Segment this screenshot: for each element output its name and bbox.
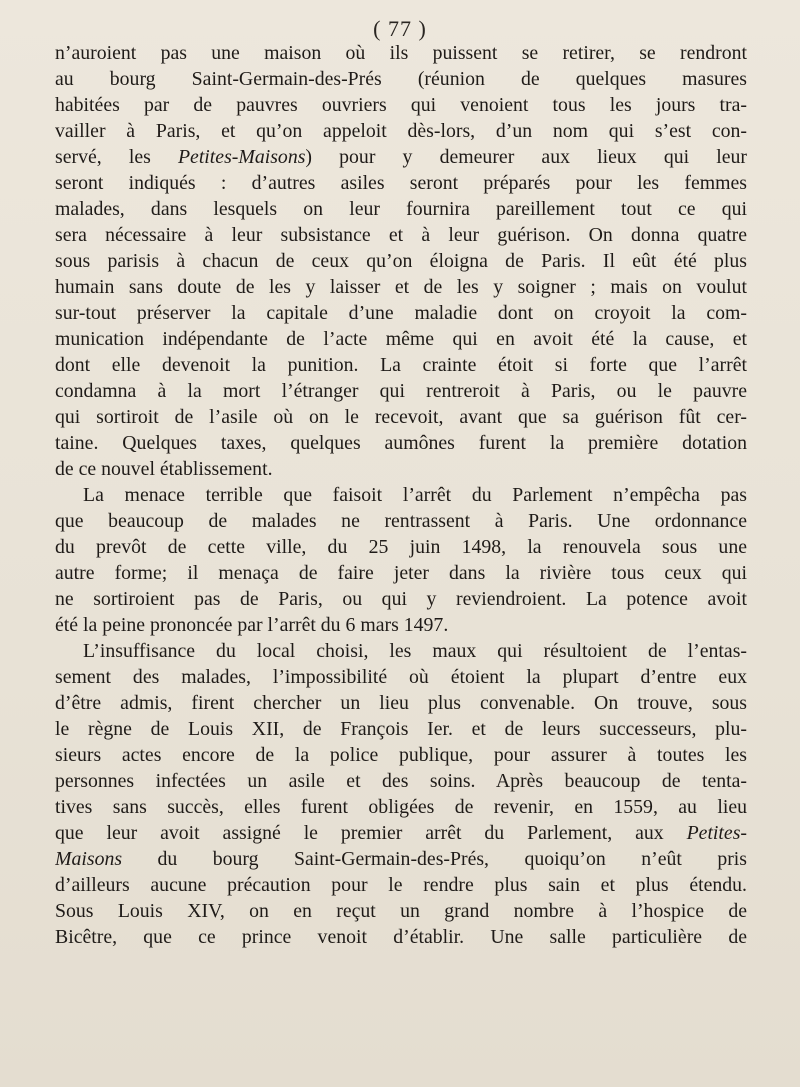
text-line: sieurs actes encore de la police publique, pour assurer à toutes les [55, 744, 747, 766]
text-line: servé, les Petites-Maisons) pour y demeurer aux lieux qui leur [55, 146, 747, 168]
text-line: seront indiqués : d’autres asiles seront préparés pour les femmes [55, 172, 747, 194]
text-line: humain sans doute de les y laisser et de les y soigner ; mais on voulut [55, 276, 747, 298]
text-line: que beaucoup de malades ne rentrassent à Paris. Une ordonnance [55, 510, 747, 532]
text-line: condamna à la mort l’étranger qui rentreroit à Paris, ou le pauvre [55, 380, 747, 402]
text-line: taine. Quelques taxes, quelques aumônes furent la première dotation [55, 432, 747, 454]
text-line: tives sans succès, elles furent obligées de revenir, en 1559, au lieu [55, 796, 747, 818]
text-line: sous parisis à chacun de ceux qu’on éloigna de Paris. Il eût été plus [55, 250, 747, 272]
text-line: Bicêtre, que ce prince venoit d’établir. Une salle particulière de [55, 926, 747, 948]
text-line: du prevôt de cette ville, du 25 juin 1498, la renouvela sous une [55, 536, 747, 558]
text-line: été la peine prononcée par l’arrêt du 6 mars 1497. [55, 614, 449, 636]
text-line: ne sortiroient pas de Paris, ou qui y reviendroient. La potence avoit [55, 588, 747, 610]
text-line: de ce nouvel établissement. [55, 458, 273, 480]
text-line: au bourg Saint-Germain-des-Prés (réunion de quelques masures [55, 68, 747, 90]
text-line: Maisons du bourg Saint-Germain-des-Prés, quoiqu’on n’eût pris [55, 848, 747, 870]
text-line: sera nécessaire à leur subsistance et à leur guérison. On donna quatre [55, 224, 747, 246]
text-line: La menace terrible que faisoit l’arrêt du Parlement n’empêcha pas [83, 484, 747, 506]
text-line: dont elle devenoit la punition. La crainte étoit si forte que l’arrêt [55, 354, 747, 376]
text-line: personnes infectées un asile et des soins. Après beaucoup de tenta- [55, 770, 747, 792]
page-number: ( 77 ) [373, 16, 427, 41]
text-line: autre forme; il menaça de faire jeter dans la rivière tous ceux qui [55, 562, 747, 584]
text-line: malades, dans lesquels on leur fournira pareillement tout ce qui [55, 198, 747, 220]
body-text [55, 40, 747, 950]
text-line: vailler à Paris, et qu’on appeloit dès-lors, d’un nom qui s’est con- [55, 120, 747, 142]
text-line: sement des malades, l’impossibilité où étoient la plupart d’entre eux [55, 666, 747, 688]
text-line: que leur avoit assigné le premier arrêt du Parlement, aux Petites- [55, 822, 747, 844]
text-line: munication indépendante de l’acte même qui en avoit été la cause, et [55, 328, 747, 350]
text-line: qui sortiroit de l’asile où on le recevoit, avant que sa guérison fût cer- [55, 406, 747, 428]
text-line: sur-tout préserver la capitale d’une maladie dont on croyoit la com- [55, 302, 747, 324]
text-line: d’être admis, firent chercher un lieu plus convenable. On trouve, sous [55, 692, 747, 714]
text-line: Sous Louis XIV, on en reçut un grand nombre à l’hospice de [55, 900, 747, 922]
text-line: habitées par de pauvres ouvriers qui venoient tous les jours tra- [55, 94, 747, 116]
text-line: n’auroient pas une maison où ils puissent se retirer, se rendront [55, 42, 747, 64]
text-line: le règne de Louis XII, de François Ier. et de leurs successeurs, plu- [55, 718, 747, 740]
text-line: d’ailleurs aucune précaution pour le rendre plus sain et plus étendu. [55, 874, 747, 896]
text-line: L’insuffisance du local choisi, les maux qui résultoient de l’entas- [83, 640, 747, 662]
